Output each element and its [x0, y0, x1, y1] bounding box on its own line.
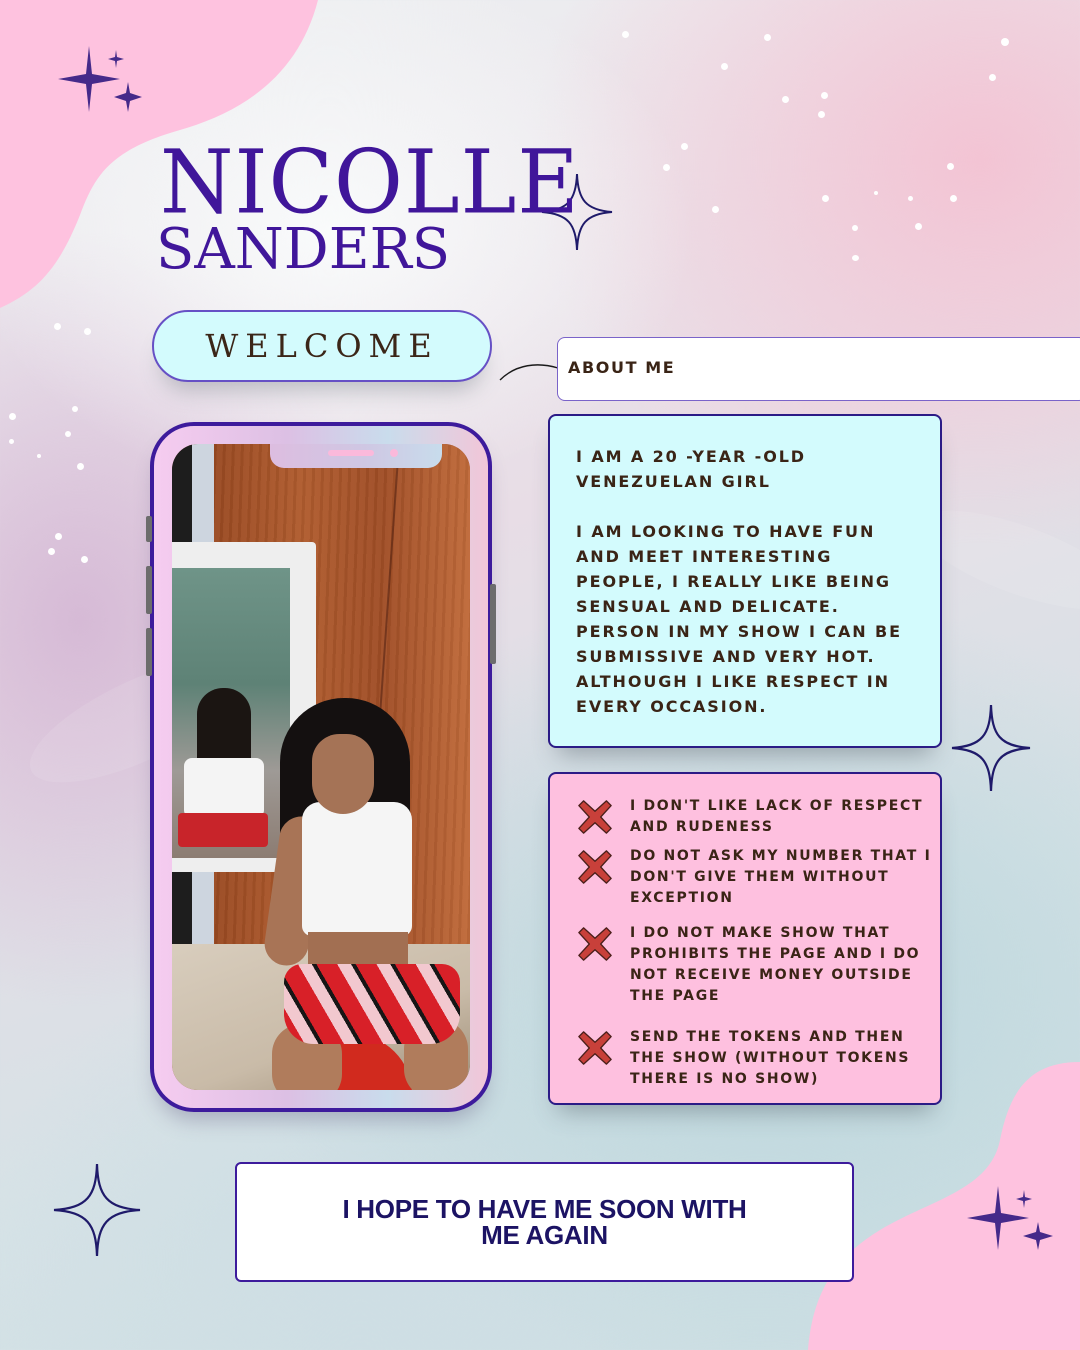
star-dot [55, 533, 62, 540]
photo-scene [172, 444, 470, 1090]
star-dot [852, 225, 858, 231]
star-dot [72, 406, 78, 412]
rule-item [576, 1027, 936, 1090]
camera-icon [390, 449, 398, 457]
star-dot [663, 164, 670, 171]
footer-message-box [235, 1162, 854, 1282]
star-dot [77, 463, 84, 470]
star-dot [908, 196, 913, 201]
star-dot [950, 195, 957, 202]
cross-mark-icon [576, 848, 614, 886]
star-dot [782, 96, 789, 103]
rule-text: I DO NOT MAKE SHOW THAT PROHIBITS THE PAGE AND I DO NOT RECEIVE MONEY OUTSIDE THE PAGE [630, 925, 921, 1004]
cross-mark-icon [576, 1029, 614, 1067]
star-dot [1001, 38, 1009, 46]
bio-description: I AM LOOKING TO HAVE FUN AND MEET INTERESTING PEOPLE, I REALLY LIKE BEING SENSUAL AND DELICATE. PERSON IN MY SHOW I CAN BE SUBMISSIVE AND VERY HOT. ALTHOUGH I LIKE RESPECT IN EVERY OCCASION. [576, 522, 902, 716]
sparkle-cluster-icon [56, 44, 146, 114]
rule-text: I DON'T LIKE LACK OF RESPECT AND RUDENESS [630, 798, 924, 835]
sparkle-cluster-icon [965, 1184, 1057, 1254]
phone-side-button [146, 566, 152, 614]
star-dot [54, 323, 61, 330]
phone-side-button [146, 628, 152, 676]
last-name-title: SANDERS [156, 217, 451, 282]
rule-item [576, 846, 936, 909]
star-dot [721, 63, 728, 70]
bio-intro: I AM A 20 -YEAR -OLD VENEZUELAN GIRL [576, 447, 806, 491]
star-dot [65, 431, 71, 437]
star-dot [874, 191, 878, 195]
footer-message: I HOPE TO HAVE ME SOON WITH ME AGAIN [342, 1194, 747, 1250]
about-me-header [557, 337, 1080, 401]
rule-text: SEND THE TOKENS AND THEN THE SHOW (WITHOUT TOKENS THERE IS NO SHOW) [630, 1029, 911, 1087]
star-dot [915, 223, 922, 230]
rules-card [548, 772, 942, 1105]
star-dot [9, 439, 14, 444]
connector-line [498, 358, 560, 382]
star-dot [947, 163, 954, 170]
star-dot [48, 548, 55, 555]
sparkle-outline-icon [52, 1162, 142, 1258]
star-dot [764, 34, 771, 41]
phone-side-button [146, 516, 152, 542]
star-dot [712, 206, 719, 213]
profile-photo [172, 444, 470, 1090]
bio-card [548, 414, 942, 748]
sparkle-outline-icon [950, 703, 1032, 793]
star-dot [852, 255, 859, 261]
welcome-badge [152, 310, 492, 382]
star-dot [37, 454, 41, 458]
star-dot [9, 413, 16, 420]
rule-item [576, 796, 936, 838]
star-dot [681, 143, 688, 150]
phone-notch [270, 444, 442, 468]
star-dot [622, 31, 629, 38]
welcome-label: WELCOME [205, 327, 439, 365]
cross-mark-icon [576, 798, 614, 836]
first-name-title: NICOLLE [160, 130, 580, 234]
star-dot [989, 74, 996, 81]
star-dot [822, 195, 829, 202]
star-dot [84, 328, 91, 335]
star-dot [81, 556, 88, 563]
star-dot [818, 111, 825, 118]
speaker-icon [328, 450, 374, 456]
cross-mark-icon [576, 925, 614, 963]
rule-item [576, 923, 936, 1007]
phone-side-button [490, 584, 496, 664]
phone-mockup [150, 422, 492, 1112]
star-dot [821, 92, 828, 99]
rule-text: DO NOT ASK MY NUMBER THAT I DON'T GIVE THEM WITHOUT EXCEPTION [630, 848, 932, 906]
about-me-heading: ABOUT ME [568, 358, 676, 377]
